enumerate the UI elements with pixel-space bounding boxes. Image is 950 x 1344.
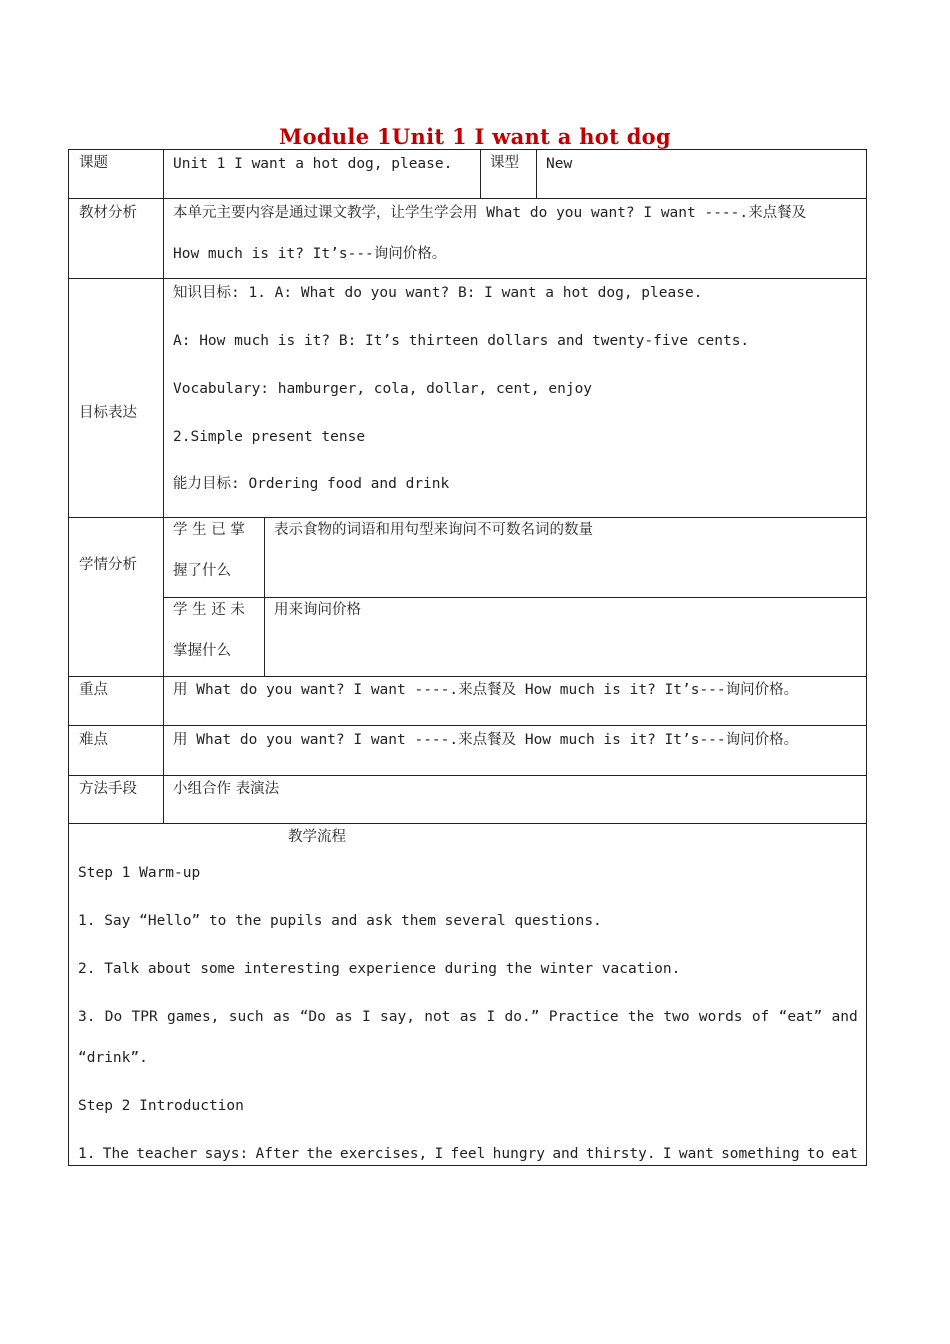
word: games, (167, 1009, 220, 1025)
word: feel (450, 1146, 486, 1162)
word: Practice (548, 1009, 619, 1025)
not-mastered-label: 学 生 还 未 (173, 602, 245, 618)
word: as (335, 1009, 353, 1025)
row-divider (68, 725, 867, 726)
material-label: 教材分析 (79, 205, 137, 221)
word: want (678, 1146, 714, 1162)
word: I (486, 1009, 496, 1025)
word: as (272, 1009, 291, 1025)
word: thirsty. (585, 1146, 656, 1162)
goal-line: Vocabulary: hamburger, cola, dollar, cent, enjoy (173, 381, 593, 397)
word: such (228, 1009, 264, 1025)
word: “Do (299, 1009, 326, 1025)
row-divider (68, 775, 867, 776)
key-point-value: 用 What do you want? I want ----.来点餐及 How much is it? It’s---询问价格。 (173, 682, 799, 698)
word: and (831, 1009, 858, 1025)
goals-label: 目标表达 (79, 405, 137, 421)
word: 3. (78, 1009, 96, 1025)
word: teacher (136, 1146, 198, 1162)
word: exercises, (339, 1146, 428, 1162)
row-divider (68, 517, 867, 518)
column-divider (480, 149, 481, 199)
word: eat (831, 1146, 858, 1162)
subject-label: 课题 (79, 155, 108, 171)
goal-line: 知识目标: 1. A: What do you want? B: I want a hot dog, please. (173, 285, 703, 301)
goal-line: 2.Simple present tense (173, 429, 366, 445)
word: After (255, 1146, 300, 1162)
word: of (751, 1009, 770, 1025)
type-label: 课型 (490, 155, 519, 171)
row-divider (68, 198, 867, 199)
material-text-line1: 本单元主要内容是通过课文教学，让学生学会用 What do you want? I want ----.来点餐及 (173, 205, 807, 221)
word: and (552, 1146, 579, 1162)
word: I (434, 1146, 444, 1162)
method-value: 小组合作 表演法 (173, 781, 280, 797)
document-title: Module 1Unit 1 I want a hot dog (279, 124, 671, 149)
process-item: 1. Say “Hello” to the pupils and ask them several questions. (78, 913, 602, 929)
type-value: New (546, 156, 573, 172)
column-divider (264, 517, 265, 677)
word: hungry (492, 1146, 546, 1162)
process-item-justified (78, 1008, 858, 1026)
word: the (306, 1146, 333, 1162)
not-mastered-value: 用来询问价格 (274, 602, 361, 618)
word: Do (104, 1009, 123, 1025)
word: TPR (131, 1009, 158, 1025)
difficult-point-value: 用 What do you want? I want ----.来点餐及 How much is it? It’s---询问价格。 (173, 732, 799, 748)
step-heading: Step 2 Introduction (78, 1098, 244, 1114)
not-mastered-label: 掌握什么 (173, 643, 231, 659)
word: say, (380, 1009, 415, 1025)
mastered-value: 表示食物的词语和用句型来询问不可数名词的数量 (274, 522, 593, 538)
column-divider (536, 149, 537, 199)
step-heading: Step 1 Warm-up (78, 865, 201, 881)
word: as (459, 1009, 478, 1025)
word: something (721, 1146, 800, 1162)
method-label: 方法手段 (79, 781, 137, 797)
word: not (424, 1009, 451, 1025)
word: 1. (78, 1146, 96, 1162)
row-divider (68, 823, 867, 824)
key-point-label: 重点 (79, 682, 108, 698)
row-divider (68, 676, 867, 677)
word: The (102, 1146, 129, 1162)
material-text-line2: How much is it? It’s---询问价格。 (173, 246, 447, 262)
goal-line: 能力目标: Ordering food and drink (173, 476, 450, 492)
process-item-continued: “drink”. (78, 1050, 148, 1066)
word: I (662, 1146, 672, 1162)
row-divider (68, 278, 867, 279)
word: the (627, 1009, 655, 1025)
process-item-justified (78, 1145, 858, 1163)
goal-line: A: How much is it? B: It’s thirteen dollars and twenty-five cents. (173, 333, 750, 349)
word: to (806, 1146, 825, 1162)
process-item: 2. Talk about some interesting experience during the winter vacation. (78, 961, 681, 977)
subject-value: Unit 1 I want a hot dog, please. (173, 156, 453, 172)
word: “eat” (778, 1009, 823, 1025)
word: says: (204, 1146, 249, 1162)
process-heading: 教学流程 (288, 829, 346, 845)
learner-label: 学情分析 (79, 557, 137, 573)
difficult-point-label: 难点 (79, 732, 108, 748)
word: two (663, 1009, 690, 1025)
word: do.” (504, 1009, 540, 1025)
mastered-label: 学 生 已 掌 (173, 522, 245, 538)
row-divider (163, 597, 867, 598)
word: words (698, 1009, 743, 1025)
mastered-label: 握了什么 (173, 563, 231, 579)
column-divider (163, 149, 164, 824)
word: I (361, 1009, 371, 1025)
